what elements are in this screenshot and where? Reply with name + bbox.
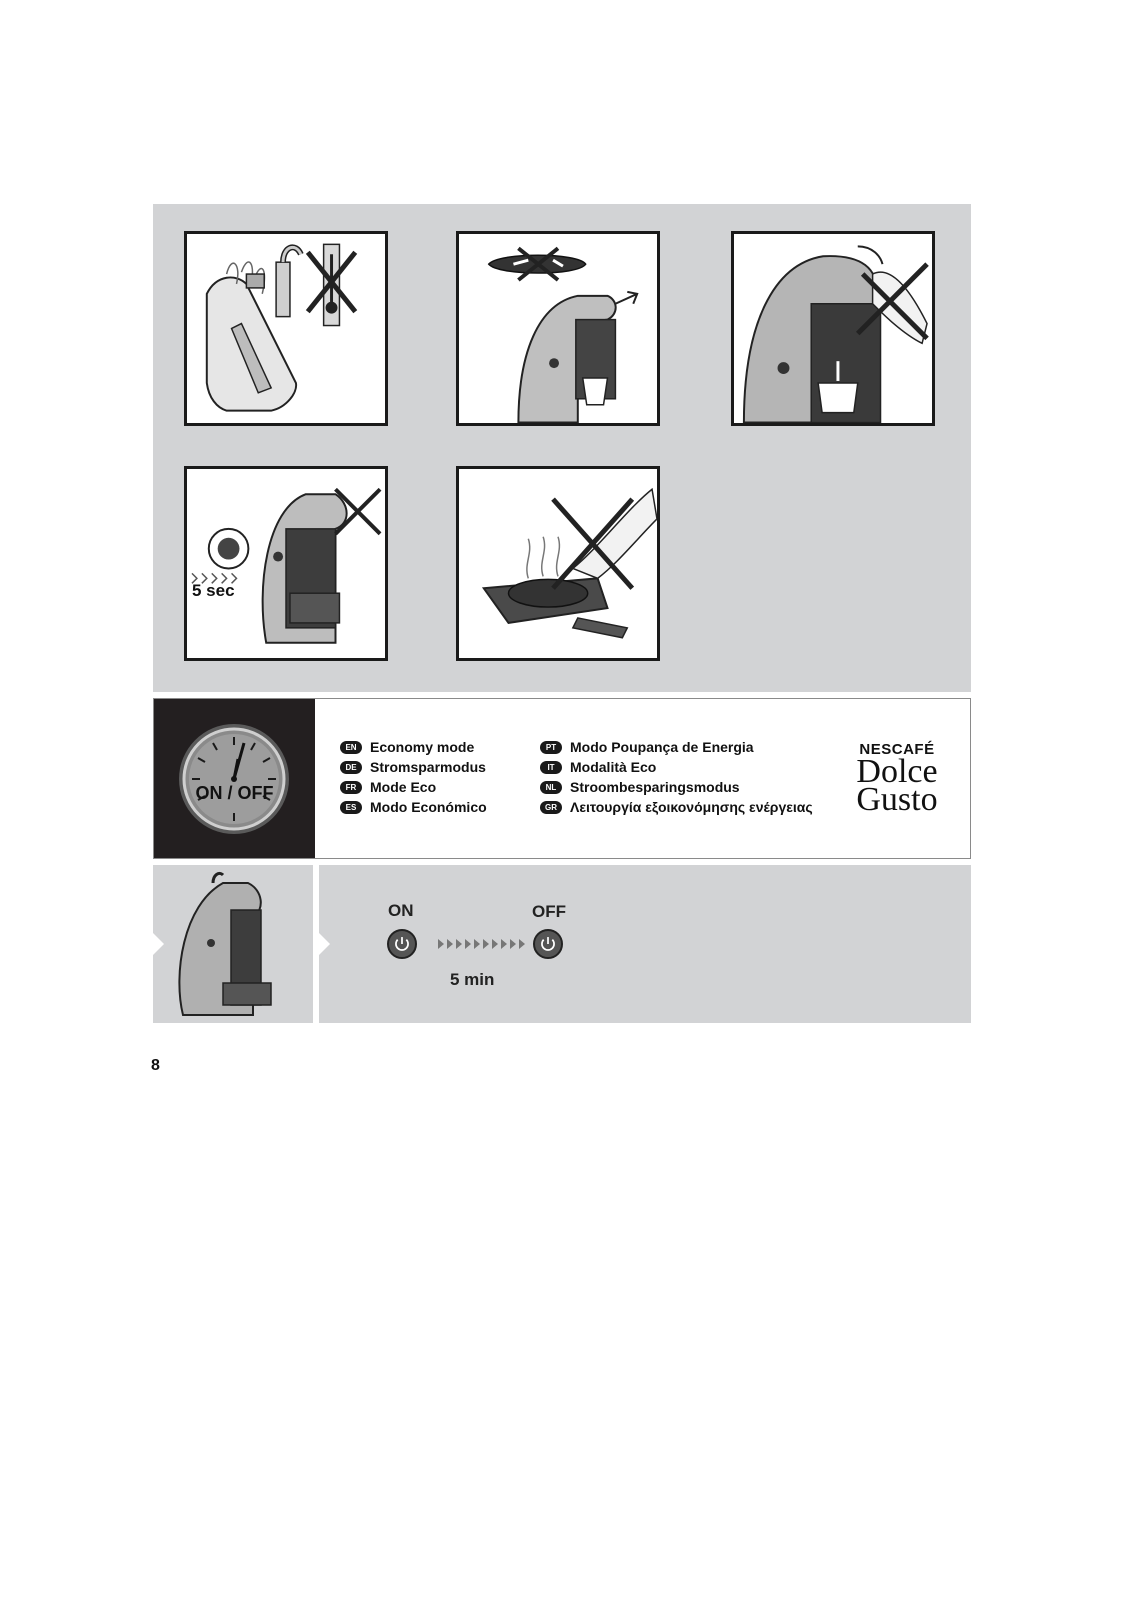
lang-en bbox=[340, 739, 474, 755]
lang-es bbox=[340, 799, 487, 815]
clock-icon bbox=[154, 699, 315, 858]
instruction-illustrations-area bbox=[153, 204, 971, 692]
page-number: 8 bbox=[151, 1057, 160, 1074]
power-button-panel bbox=[184, 466, 388, 661]
capsule-holder-panel bbox=[456, 231, 660, 426]
lang-text: Economy mode bbox=[370, 739, 475, 755]
no-touch-capsule-panel bbox=[456, 466, 660, 661]
power-off-icon bbox=[533, 929, 563, 959]
lang-text: Modo Económico bbox=[370, 799, 487, 815]
off-label: OFF bbox=[532, 902, 566, 921]
lang-it bbox=[540, 759, 656, 775]
economy-mode-band bbox=[153, 698, 971, 859]
machine-illustration-box bbox=[153, 865, 313, 1023]
lang-code-badge: PT bbox=[540, 741, 562, 754]
lang-text: Stromsparmodus bbox=[370, 759, 486, 775]
no-hot-water-panel bbox=[184, 231, 388, 426]
lang-pt bbox=[540, 739, 754, 755]
lang-text: Stroombesparingsmodus bbox=[570, 779, 740, 795]
arrow-notch bbox=[319, 933, 330, 955]
lang-de bbox=[340, 759, 486, 775]
lang-code-badge: DE bbox=[340, 761, 362, 774]
brand-logo bbox=[849, 741, 945, 818]
lang-fr bbox=[340, 779, 436, 795]
no-touch-lever-panel bbox=[731, 231, 935, 426]
hold-duration-label: 5 sec bbox=[192, 581, 235, 600]
lang-text: Λειτουργία εξοικονόμησης ενέργειας bbox=[570, 799, 813, 815]
lang-code-badge: IT bbox=[540, 761, 562, 774]
power-button-hold-illustration bbox=[187, 469, 385, 658]
lang-code-badge: FR bbox=[340, 781, 362, 794]
coffee-machine-illustration bbox=[153, 865, 313, 1023]
lang-gr bbox=[540, 799, 813, 815]
clock-label: ON / OFF bbox=[195, 783, 274, 803]
timer-duration-label: 5 min bbox=[450, 970, 495, 989]
brand-line-3: Gusto bbox=[856, 781, 938, 818]
capsule-holder-illustration bbox=[459, 234, 657, 423]
arrow-sequence-icon bbox=[437, 938, 527, 950]
lang-code-badge: ES bbox=[340, 801, 362, 814]
brand-line-1: NESCAFÉ bbox=[859, 741, 935, 758]
lang-text: Mode Eco bbox=[370, 779, 437, 795]
lever-warning-illustration bbox=[734, 234, 932, 423]
water-tank-tap-illustration bbox=[187, 234, 385, 423]
power-on-icon bbox=[387, 929, 417, 959]
arrow-notch bbox=[153, 933, 164, 955]
lang-code-badge: GR bbox=[540, 801, 562, 814]
clock-badge bbox=[154, 699, 315, 858]
lang-nl bbox=[540, 779, 740, 795]
auto-off-timer-box bbox=[319, 865, 971, 1023]
lang-code-badge: EN bbox=[340, 741, 362, 754]
hot-capsule-warning-illustration bbox=[459, 469, 657, 658]
on-label: ON bbox=[388, 901, 414, 920]
brand-line-2: Dolce bbox=[856, 753, 938, 790]
lang-code-badge: NL bbox=[540, 781, 562, 794]
lang-text: Modalità Eco bbox=[570, 759, 657, 775]
lang-text: Modo Poupança de Energia bbox=[570, 739, 754, 755]
